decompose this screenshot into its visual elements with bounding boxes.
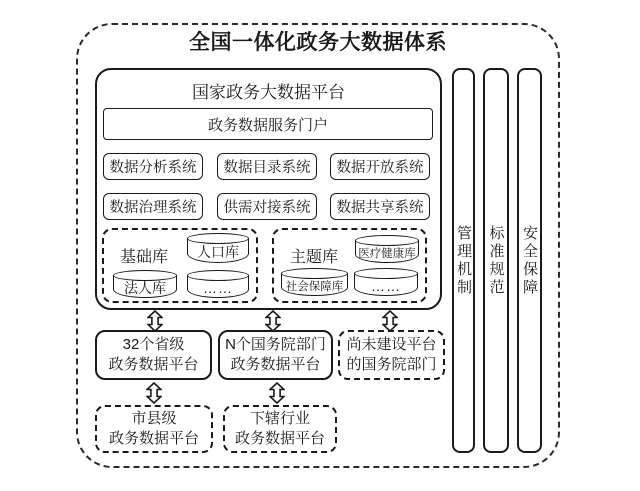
database-cylinder-icon [187,270,249,298]
pillar-label: 安全保障 [521,224,538,297]
node-line: 的国务院部门 [346,356,437,373]
db-label-population: 人口库 [197,244,239,260]
node-line: 政务数据平台 [108,356,199,373]
node-line: 下辖行业 [249,410,310,428]
pillar-label: 标准规范 [487,224,505,297]
node-state-council-platforms [218,330,333,380]
database-cylinder-icon [113,270,177,298]
national-platform-box [95,68,442,310]
node-line: 政务数据平台 [234,430,325,447]
diagram-title: 全国一体化政务大数据体系 [189,31,447,54]
node-line: 市县级 [131,410,177,428]
national-platform-title: 国家政务大数据平台 [192,83,345,102]
db-label-more: …… [371,278,401,294]
base-library-label: 基础库 [120,249,169,266]
database-cylinder-icon [354,268,418,296]
system-box-data-open: 数据开放系统 [330,153,430,180]
node-line: 政务数据平台 [230,356,321,373]
node-unbuilt-departments [338,330,445,380]
system-box-data-analysis: 数据分析系统 [103,153,203,180]
database-cylinder-icon [281,268,348,296]
system-box-supply-demand: 供需对接系统 [217,193,317,220]
pillar-management-mechanism [452,68,475,453]
db-label-legal-entity: 法人库 [124,280,166,296]
node-provincial-platforms [95,330,212,380]
node-line: 尚未建设平台 [346,336,437,354]
system-box-data-sharing: 数据共享系统 [330,193,430,220]
node-line: 32个省级 [122,336,185,354]
base-library-group [102,228,258,303]
system-box-data-catalog: 数据目录系统 [217,153,317,180]
double-arrow-icon [382,310,398,332]
double-arrow-icon [147,310,163,332]
node-city-county-platforms [95,405,213,453]
database-cylinder-icon [187,233,249,263]
pillar-security-guarantee [517,68,542,453]
node-subordinate-industry-platforms [223,405,337,453]
data-service-portal-box: 政务数据服务门户 [103,108,433,140]
db-label-social-security: 社会保障库 [285,281,344,293]
database-cylinder-icon [355,235,419,263]
theme-library-group [272,228,427,303]
system-box-data-governance: 数据治理系统 [103,193,203,220]
pillar-standard-specification [483,68,509,453]
db-label-more: …… [203,280,233,296]
pillar-label: 管理机制 [455,224,472,297]
theme-library-label: 主题库 [290,249,339,266]
double-arrow-icon [146,382,162,404]
double-arrow-icon [265,310,281,332]
double-arrow-icon [269,382,285,404]
node-line: N个国务院部门 [225,336,326,354]
db-label-medical-health: 医疗健康库 [358,248,416,260]
node-line: 政务数据平台 [108,430,199,447]
